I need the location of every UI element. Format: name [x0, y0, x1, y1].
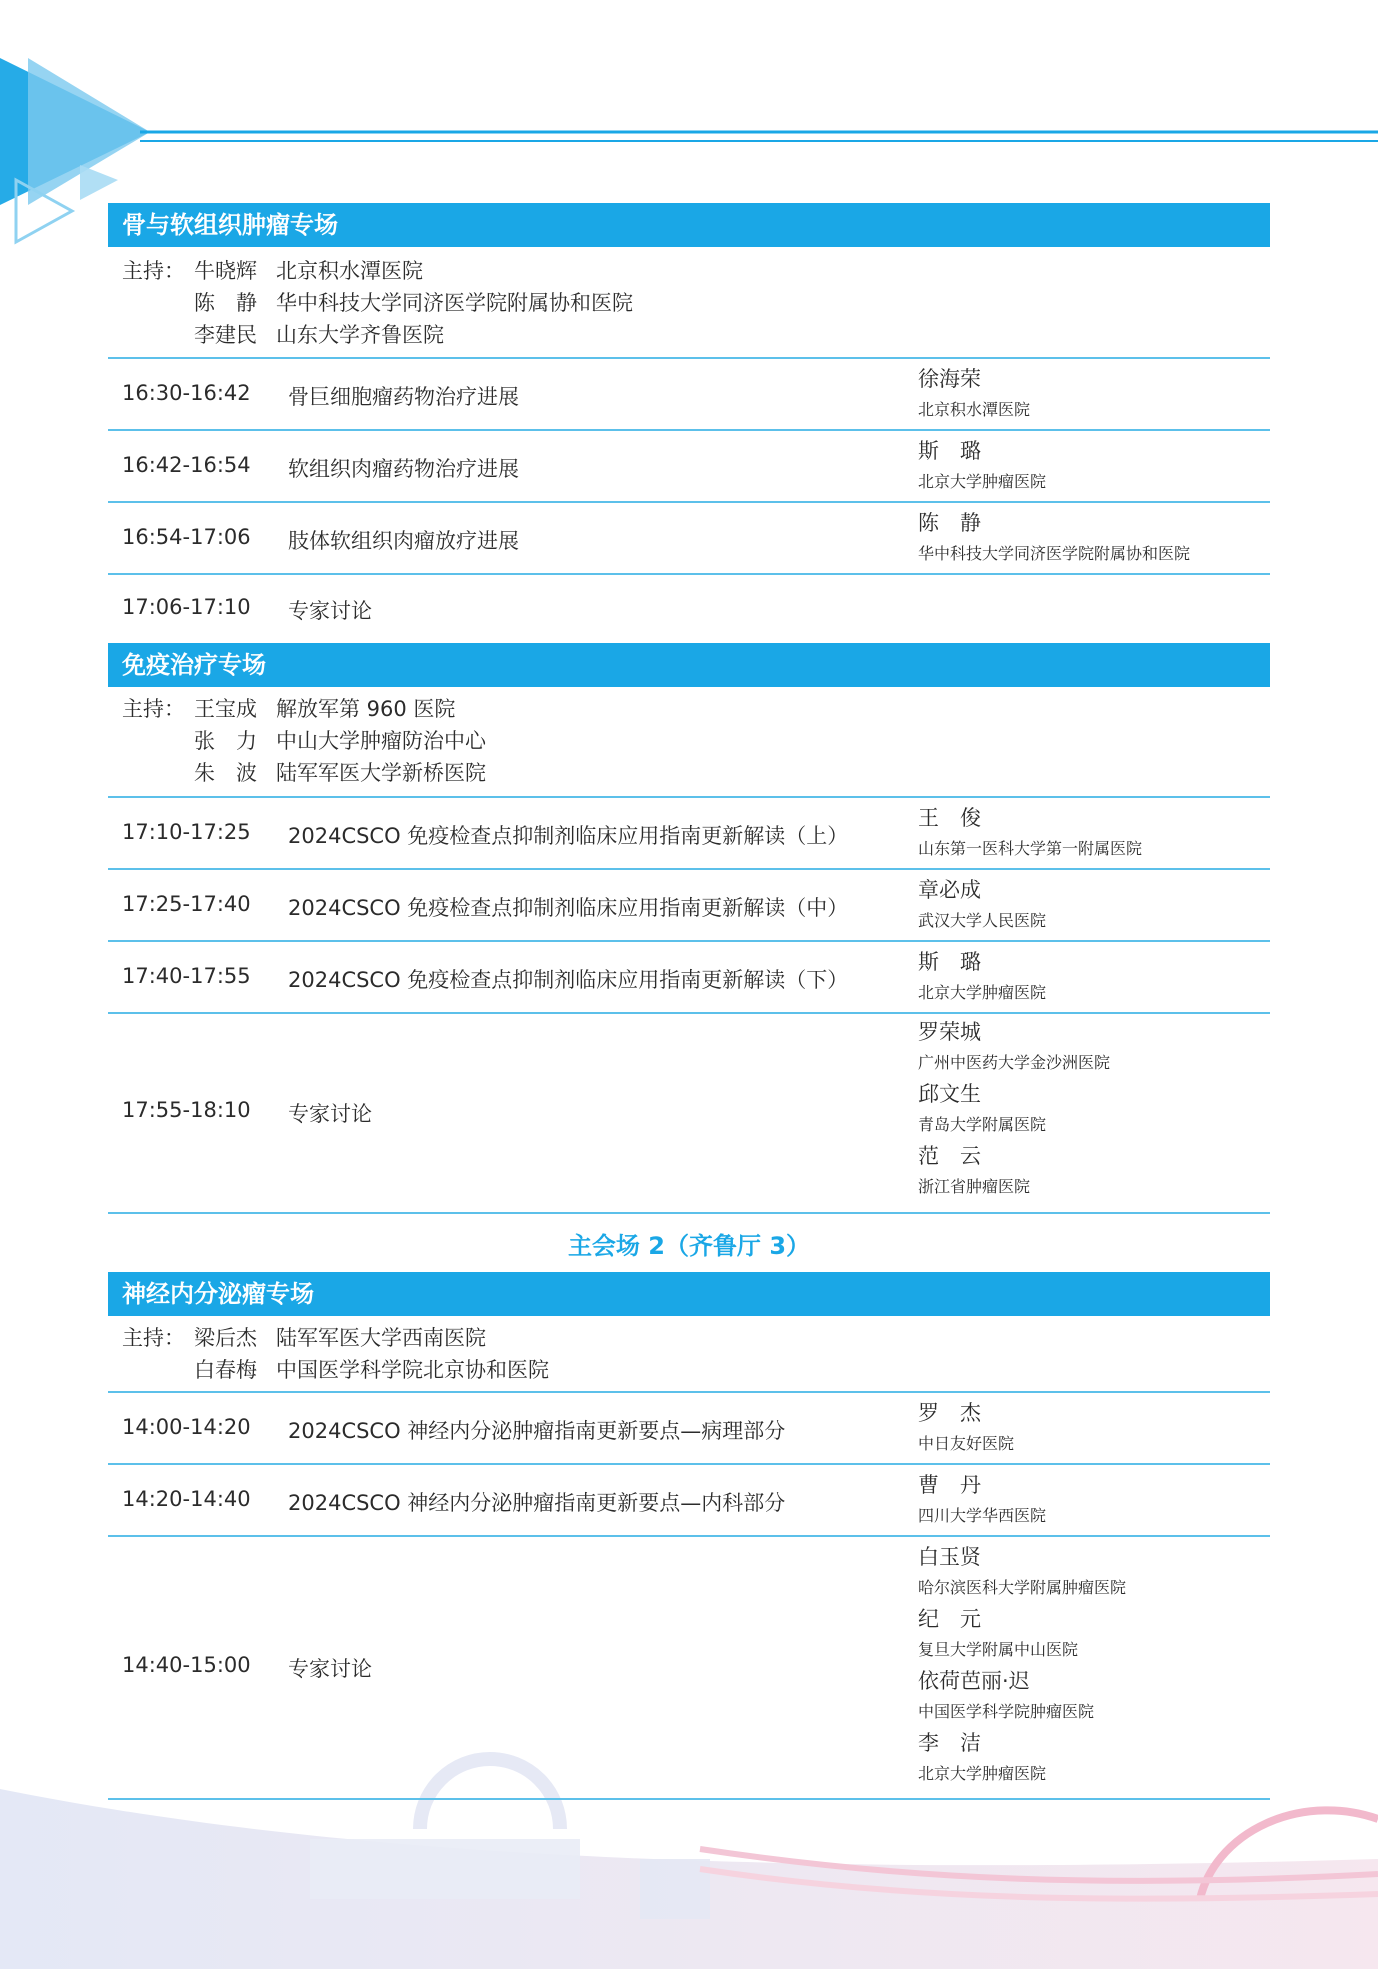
host-list [122, 255, 633, 351]
host-row [122, 1322, 549, 1354]
talk-title: 肢体软组织肉瘤放疗进展 [288, 529, 519, 553]
host-institution: 陆军军医大学新桥医院 [276, 761, 486, 785]
host-institution: 中国医学科学院北京协和医院 [276, 1358, 549, 1382]
time-slot: 17:10-17:25 [122, 820, 251, 844]
host-label [122, 725, 194, 757]
speaker-name: 徐海荣 [918, 367, 981, 391]
host-row [122, 1354, 549, 1386]
time-slot: 16:42-16:54 [122, 453, 251, 477]
host-institution: 山东大学齐鲁医院 [276, 323, 444, 347]
host-row [122, 319, 633, 351]
host-label: 主持： [122, 259, 185, 283]
speaker-institution: 华中科技大学同济医学院附属协和医院 [918, 544, 1191, 563]
host-row [122, 693, 486, 725]
host-label [122, 287, 194, 319]
host-name: 白春梅 [194, 1358, 257, 1382]
speaker-list [918, 435, 1270, 497]
talk-title: 2024CSCO 神经内分泌肿瘤指南更新要点—内科部分 [288, 1491, 786, 1515]
speaker-institution: 复旦大学附属中山医院 [918, 1640, 1079, 1659]
host-institution: 陆军军医大学西南医院 [276, 1326, 486, 1350]
speaker-institution: 中日友好医院 [918, 1434, 1015, 1453]
speaker-institution: 四川大学华西医院 [918, 1506, 1047, 1525]
speaker-institution: 中国医学科学院肿瘤医院 [918, 1702, 1095, 1721]
speaker-name: 纪 元 [918, 1607, 981, 1631]
section-header: 神经内分泌瘤专场 [108, 1272, 1270, 1316]
agenda-row [108, 1465, 1270, 1535]
host-list [122, 693, 486, 789]
speaker-list [918, 363, 1270, 425]
talk-title: 2024CSCO 免疫检查点抑制剂临床应用指南更新解读（下） [288, 968, 849, 992]
speaker-name: 陈 静 [918, 511, 981, 535]
host-label: 主持： [122, 1326, 185, 1350]
time-slot: 14:40-15:00 [122, 1653, 251, 1677]
speaker-name: 邱文生 [918, 1082, 981, 1106]
time-slot: 16:54-17:06 [122, 525, 251, 549]
speaker-list [918, 1469, 1270, 1531]
time-slot: 16:30-16:42 [122, 381, 251, 405]
speaker-name: 依荷芭丽·迟 [918, 1669, 1030, 1693]
host-label [122, 319, 194, 351]
speaker-name: 斯 璐 [918, 950, 981, 974]
agenda-row [108, 870, 1270, 940]
speaker-institution: 广州中医药大学金沙洲医院 [918, 1053, 1111, 1072]
row-divider [108, 1212, 1270, 1214]
talk-title: 专家讨论 [288, 599, 372, 623]
talk-title: 软组织肉瘤药物治疗进展 [288, 457, 519, 481]
agenda-row [108, 798, 1270, 868]
host-name: 朱 波 [194, 761, 257, 785]
host-institution: 中山大学肿瘤防治中心 [276, 729, 486, 753]
agenda-row [108, 1014, 1270, 1210]
host-label [122, 757, 194, 789]
speaker-name: 李 洁 [918, 1731, 981, 1755]
talk-title: 2024CSCO 免疫检查点抑制剂临床应用指南更新解读（中） [288, 896, 849, 920]
host-institution: 华中科技大学同济医学院附属协和医院 [276, 291, 633, 315]
speaker-name: 范 云 [918, 1144, 981, 1168]
talk-title: 2024CSCO 神经内分泌肿瘤指南更新要点—病理部分 [288, 1419, 786, 1443]
speaker-list [918, 802, 1270, 864]
talk-title: 专家讨论 [288, 1657, 372, 1681]
time-slot: 17:25-17:40 [122, 892, 251, 916]
host-row [122, 757, 486, 789]
hall-title: 主会场 2（齐鲁厅 3） [567, 1232, 811, 1260]
speaker-list [918, 507, 1270, 569]
speaker-list [918, 1397, 1270, 1459]
host-name: 梁后杰 [194, 1326, 257, 1350]
speaker-name: 白玉贤 [918, 1545, 981, 1569]
speaker-institution: 哈尔滨医科大学附属肿瘤医院 [918, 1578, 1127, 1597]
speaker-institution: 北京大学肿瘤医院 [918, 1764, 1047, 1783]
host-name: 李建民 [194, 323, 257, 347]
host-name: 牛晓辉 [194, 259, 257, 283]
speaker-institution: 浙江省肿瘤医院 [918, 1177, 1031, 1196]
speaker-institution: 北京积水潭医院 [918, 400, 1031, 419]
time-slot: 14:20-14:40 [122, 1487, 251, 1511]
section-header: 骨与软组织肿瘤专场 [108, 203, 1270, 247]
host-row [122, 725, 486, 757]
section-header: 免疫治疗专场 [108, 643, 1270, 687]
speaker-name: 罗 杰 [918, 1401, 981, 1425]
speaker-institution: 山东第一医科大学第一附属医院 [918, 839, 1143, 858]
host-row [122, 255, 633, 287]
time-slot: 17:55-18:10 [122, 1098, 251, 1122]
host-label [122, 1354, 194, 1386]
host-list [122, 1322, 549, 1386]
speaker-name: 罗荣城 [918, 1020, 981, 1044]
host-name: 王宝成 [194, 697, 257, 721]
talk-title: 2024CSCO 免疫检查点抑制剂临床应用指南更新解读（上） [288, 824, 849, 848]
talk-title: 骨巨细胞瘤药物治疗进展 [288, 385, 519, 409]
talk-title: 专家讨论 [288, 1102, 372, 1126]
host-institution: 北京积水潭医院 [276, 259, 423, 283]
agenda-row [108, 431, 1270, 501]
agenda-row [108, 503, 1270, 573]
agenda-row [108, 1393, 1270, 1463]
speaker-institution: 武汉大学人民医院 [918, 911, 1047, 930]
speaker-institution: 北京大学肿瘤医院 [918, 983, 1047, 1002]
agenda-row [108, 942, 1270, 1012]
speaker-name: 王 俊 [918, 806, 981, 830]
time-slot: 14:00-14:20 [122, 1415, 251, 1439]
speaker-list [918, 946, 1270, 1008]
host-label: 主持： [122, 697, 185, 721]
speaker-name: 章必成 [918, 878, 981, 902]
speaker-institution: 青岛大学附属医院 [918, 1115, 1047, 1134]
speaker-list [918, 874, 1270, 936]
host-name: 陈 静 [194, 291, 257, 315]
speaker-name: 曹 丹 [918, 1473, 981, 1497]
speaker-list [918, 1541, 1270, 1789]
time-slot: 17:06-17:10 [122, 595, 251, 619]
time-slot: 17:40-17:55 [122, 964, 251, 988]
speaker-name: 斯 璐 [918, 439, 981, 463]
host-name: 张 力 [194, 729, 257, 753]
host-institution: 解放军第 960 医院 [276, 697, 456, 721]
speaker-list [918, 1016, 1270, 1202]
row-divider [108, 1798, 1270, 1800]
agenda-row [108, 575, 1270, 643]
speaker-institution: 北京大学肿瘤医院 [918, 472, 1047, 491]
agenda-row [108, 1537, 1270, 1797]
host-row [122, 287, 633, 319]
agenda-row [108, 359, 1270, 429]
